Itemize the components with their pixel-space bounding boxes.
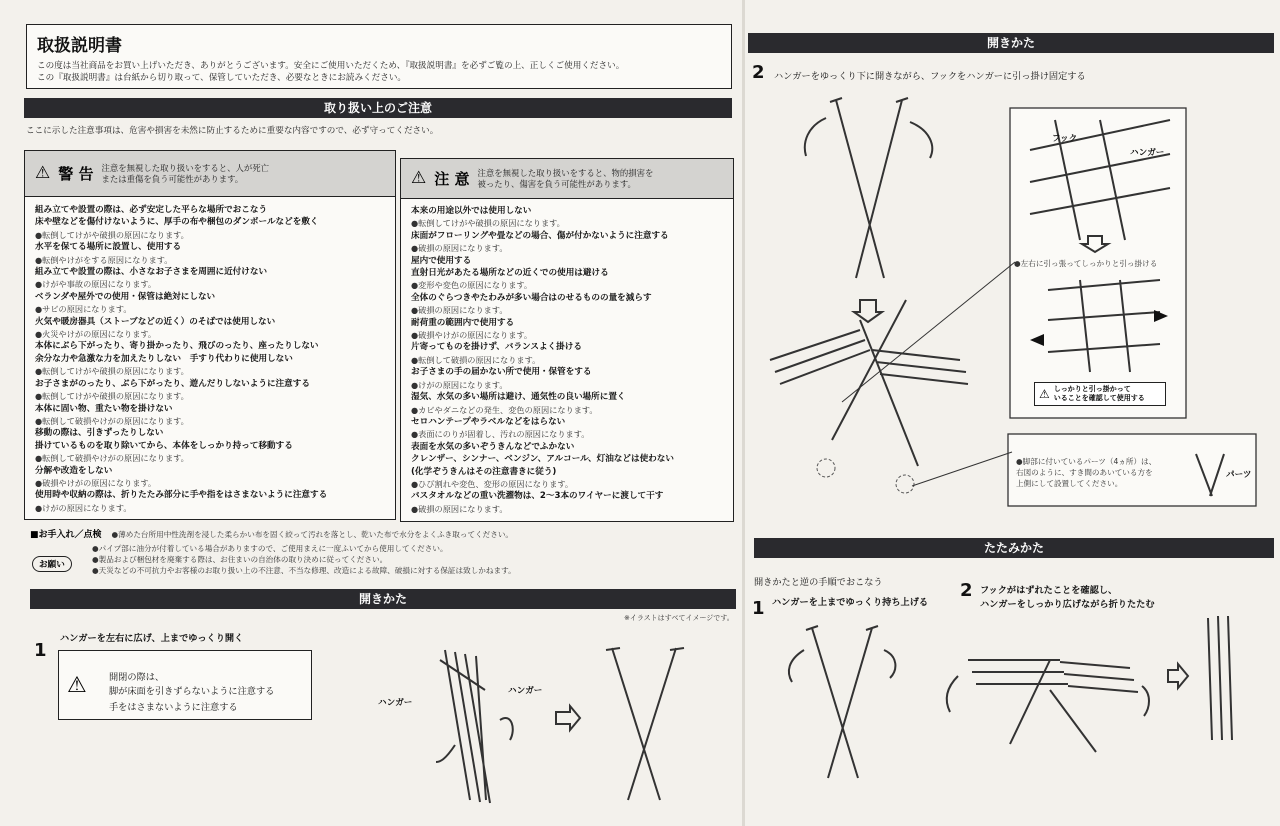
- precautions-intro: ここに示した注意事項は、危害や損害を未然に防止するために重要な内容ですので、必ず守ってください。: [26, 126, 439, 136]
- leader-line: [912, 452, 1012, 486]
- item-heading: ベランダや屋外での使用・保管は絶対にしない: [35, 291, 216, 302]
- fold-step-1-number: 1: [752, 598, 765, 619]
- item-heading: 組み立てや設置の際は、必ず安定した平らな場所でおこなう: [35, 205, 268, 215]
- item-heading: 掛けているものを取り除いてから、本体をしっかり持って移動する: [35, 440, 293, 451]
- warning-label: 警 告: [58, 165, 94, 183]
- fold-step-2-line-2: ハンガーをしっかり広げながら折りたたむ: [980, 599, 1155, 610]
- x-frame-illustration: [606, 648, 684, 800]
- item-reason: ●けがの原因になります。: [35, 502, 132, 513]
- warning-desc-line-1: 注意を無視した取り扱いをすると、人が死亡: [101, 162, 269, 173]
- confirm-text: [1054, 385, 1145, 403]
- intro-line-1: この度は当社商品をお買い上げいただき、ありがとうございます。安全にご使用いただくため、『取扱説明書』を必ずご覧の上、正しくご使用ください。: [37, 61, 625, 71]
- precautions-bar: 取り扱い上のご注意: [24, 98, 732, 118]
- caution-triangle-icon: ⚠: [1039, 387, 1050, 401]
- item-heading: 床や壁などを傷付けないように、厚手の布や梱包のダンボールなどを敷く: [35, 217, 319, 228]
- item-heading: 直射日光があたる場所などの近くでの使用は避ける: [411, 268, 609, 279]
- maintenance-note: ●製品および梱包材を廃棄する際は、お住まいの自治体の取り決めに従ってください。: [92, 555, 388, 564]
- item-reason: ●転倒してけがや破損の原因になります。: [35, 366, 189, 377]
- item-heading: 本来の用途以外では使用しない: [411, 206, 532, 216]
- fold-step-1-text: ハンガーを上までゆっくり持ち上げる: [772, 597, 929, 608]
- right-arrow-icon: [1168, 664, 1188, 688]
- item-reason: ●けがや事故の原因になります。: [35, 279, 157, 290]
- item-reason: ●けがの原因になります。: [411, 379, 508, 390]
- x-frame-open-illustration: [805, 98, 932, 278]
- folding-bar: たたみかた: [754, 538, 1274, 558]
- document-title: 取扱説明書: [37, 36, 122, 56]
- warning-triangle-icon: ⚠: [35, 163, 51, 183]
- folding-intro: 開きかたと逆の手順でおこなう: [754, 577, 883, 588]
- item-heading: お子さまがのったり、ぶら下がったり、遊んだりしないように注意する: [35, 378, 310, 389]
- pull-instruction: ●左右に引っ張ってしっかりと引っ掛ける: [1014, 259, 1158, 268]
- item-reason: ●破損の原因になります。: [411, 305, 508, 316]
- parts-label: パーツ: [1226, 470, 1252, 480]
- item-heading: クレンザー、シンナー、ベンジン、アルコール、灯油などは使わない: [411, 454, 674, 465]
- down-arrow-icon: [854, 300, 882, 322]
- item-heading: 耐荷重の範囲内で使用する: [411, 317, 515, 328]
- item-heading: 移動の際は、引きずったりしない: [35, 428, 164, 439]
- parts-instruction: [1016, 456, 1188, 489]
- item-reason: ●ひび割れや変色、変形の原因になります。: [411, 478, 574, 489]
- item-heading: バスタオルなどの重い洗濯物は、2〜3本のワイヤーに渡して干す: [411, 491, 664, 502]
- item-reason: ●カビやダニなどの発生、変色の原因になります。: [411, 404, 598, 415]
- item-reason: ●破損の原因になります。: [411, 243, 508, 254]
- item-reason: ●破損の原因になります。: [411, 503, 508, 514]
- item-heading: 全体のぐらつきやたわみが多い場合はのせるものの量を減らす: [411, 292, 652, 303]
- warn-line-3: 手をはさまないように注意する: [109, 702, 238, 713]
- parts-line-2: 右図のように、すき間のあいている方を: [1016, 468, 1153, 477]
- item-heading: お子さまの手の届かない所で使用・保管をする: [411, 367, 592, 378]
- caution-label: 注 意: [434, 170, 470, 188]
- leader-line: [842, 262, 1015, 402]
- hanger-label: ハンガー: [1130, 148, 1165, 158]
- item-heading: 使用時や収納の際は、折りたたみ部分に手や指をはさまないように注意する: [35, 490, 328, 501]
- item-heading: 片寄ってものを掛けず、バランスよく掛ける: [411, 342, 582, 353]
- intro-line-2: この『取扱説明書』は台紙から切り取って、保管していただき、必要なときにお読みください。: [37, 73, 407, 83]
- item-heading: (化学ぞうきんはその注意書きに従う): [411, 466, 557, 477]
- fold-step-2-text: [980, 582, 1155, 610]
- folded-rack-illustration: [436, 650, 513, 803]
- caution-triangle-icon: ⚠: [67, 673, 87, 698]
- confirm-box: [1034, 382, 1166, 406]
- open-step-1-number: 1: [34, 640, 47, 661]
- confirm-line-1: しっかりと引っ掛かって: [1053, 385, 1131, 393]
- item-heading: 湿気、水気の多い場所は避け、通気性の良い場所に置く: [411, 392, 626, 403]
- caution-desc-line-1: 注意を無視した取り扱いをすると、物的損害を: [477, 167, 654, 178]
- item-reason: ●表面にのりが固着し、汚れの原因になります。: [411, 429, 590, 440]
- confirm-line-2: いることを確認して使用する: [1053, 394, 1145, 402]
- hanger-label-left: ハンガー: [378, 698, 413, 708]
- item-reason: ●破損やけがの原因になります。: [411, 330, 533, 341]
- item-heading: 本体にぶら下がったり、寄り掛かったり、飛びのったり、座ったりしない: [35, 341, 319, 352]
- folded-rack-illustration: [1208, 616, 1232, 740]
- fold-step-1-illustration: [789, 626, 896, 778]
- request-badge: お願い: [32, 556, 72, 572]
- item-heading: 屋内で使用する: [411, 255, 472, 266]
- parts-line-1: ●脚部に付いているパーツ（4ヵ所）は、: [1016, 457, 1157, 466]
- parts-line-3: 上側にして設置してください。: [1016, 479, 1123, 488]
- item-reason: ●転倒して破損やけがの原因になります。: [35, 453, 189, 464]
- item-reason: ●転倒して破損やけがの原因になります。: [35, 415, 189, 426]
- item-reason: ●変形や変色の原因になります。: [411, 280, 533, 291]
- warning-desc-line-2: または重傷を負う可能性があります。: [101, 173, 244, 184]
- item-reason: ●サビの原因になります。: [35, 304, 132, 315]
- warn-line-1: 開閉の際は、: [109, 672, 165, 683]
- item-heading: 組み立てや設置の際は、小さなお子さまを周囲に近付けない: [35, 267, 268, 278]
- item-reason: ●転倒やけがをする原因になります。: [35, 254, 173, 265]
- image-note: ※イラストはすべてイメージです。: [624, 614, 734, 622]
- caution-triangle-icon: ⚠: [411, 168, 427, 188]
- item-heading: 火気や暖房器具（ストーブなどの近く）のそばでは使用しない: [35, 316, 276, 327]
- open-rack-illustration: [770, 300, 968, 493]
- open-step-2-number: 2: [752, 62, 765, 83]
- item-heading: 水平を保てる場所に設置し、使用する: [35, 242, 182, 253]
- fold-step-2-number: 2: [960, 580, 973, 601]
- item-reason: ●転倒してけがや破損の原因になります。: [35, 229, 189, 240]
- hook-label: フック: [1052, 134, 1078, 144]
- item-reason: ●転倒してけがや破損の原因になります。: [35, 391, 189, 402]
- item-reason: ●転倒して破損の原因になります。: [411, 354, 541, 365]
- right-arrow-icon: [556, 706, 580, 730]
- open-step-2-text: ハンガーをゆっくり下に開きながら、フックをハンガーに引っ掛け固定する: [774, 71, 1086, 82]
- hanger-label-right: ハンガー: [508, 686, 543, 696]
- maintenance-note: ●パイプ部に油分が付着している場合がありますので、ご使用まえに一度ふいてから使用してください。: [92, 544, 448, 553]
- open-step-1-text: ハンガーを左右に広げ、上までゆっくり開く: [60, 633, 244, 644]
- item-heading: 余分な力や急激な力を加えたりしない 手すり代わりに使用しない: [35, 353, 293, 364]
- item-heading: 表面を水気の多いぞうきんなどでふかない: [411, 441, 575, 452]
- item-heading: セロハンテープやラベルなどをはらない: [411, 416, 566, 427]
- opening-bar-right: 開きかた: [748, 33, 1274, 53]
- maintenance-note: ●天災などの不可抗力やお客様のお取り扱い上の不注意、不当な修理、改造による故障、破損に対する保証は致しかねます。: [92, 566, 516, 575]
- item-reason: ●転倒してけがや破損の原因になります。: [411, 218, 565, 229]
- caution-desc-line-2: 被ったり、傷害を負う可能性があります。: [477, 178, 636, 189]
- item-heading: 床面がフローリングや畳などの場合、傷が付かないように注意する: [411, 230, 669, 241]
- warn-line-2: 脚が床面を引きずらないように注意する: [109, 686, 275, 697]
- item-heading: 本体に固い物、重たい物を掛けない: [35, 403, 173, 414]
- fold-step-2-illustration: [947, 660, 1149, 752]
- maintenance-text: ●薄めた台所用中性洗剤を浸した柔らかい布を固く絞って汚れを落とし、乾いた布で水分をよくふき取ってください。: [111, 530, 514, 539]
- opening-bar-left: 開きかた: [30, 589, 736, 609]
- maintenance-label: ■お手入れ／点検: [30, 530, 102, 540]
- item-reason: ●破損やけがの原因になります。: [35, 477, 157, 488]
- item-reason: ●火災やけがの原因になります。: [35, 329, 157, 340]
- fold-step-2-line-1: フックがはずれたことを確認し、: [980, 585, 1118, 596]
- item-heading: 分解や改造をしない: [35, 465, 113, 476]
